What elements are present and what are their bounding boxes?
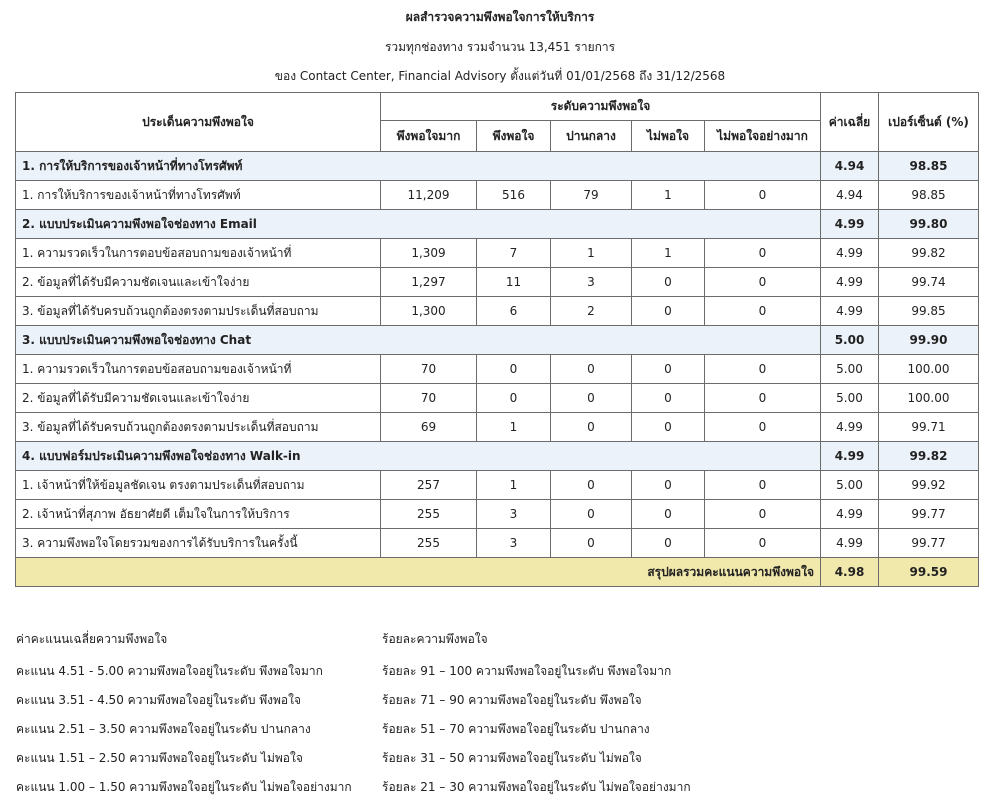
count-neutral: 0	[551, 529, 632, 558]
count-satisfied: 516	[477, 181, 551, 210]
count-dissatisfied: 0	[632, 384, 705, 413]
percent-legend-title: ร้อยละความพึงพอใจ	[382, 632, 488, 646]
count-neutral: 3	[551, 268, 632, 297]
count-very-dissatisfied: 0	[705, 239, 821, 268]
item-percent: 99.74	[879, 268, 979, 297]
count-very-satisfied: 70	[381, 384, 477, 413]
item-label: 2. ข้อมูลที่ได้รับมีความชัดเจนและเข้าใจง่าย	[16, 384, 381, 413]
score-legend-row: คะแนน 1.51 – 2.50 ความพึงพอใจอยู่ในระดับ ไม่พอใจ	[16, 751, 303, 765]
section-average: 4.99	[821, 210, 879, 239]
count-neutral: 0	[551, 355, 632, 384]
count-neutral: 0	[551, 384, 632, 413]
item-average: 4.99	[821, 413, 879, 442]
count-satisfied: 3	[477, 529, 551, 558]
col-header-satisfied: พึงพอใจ	[477, 121, 551, 152]
item-percent: 99.92	[879, 471, 979, 500]
item-label: 1. การให้บริการของเจ้าหน้าที่ทางโทรศัพท์	[16, 181, 381, 210]
count-neutral: 0	[551, 500, 632, 529]
col-header-average: ค่าเฉลี่ย	[821, 93, 879, 152]
count-dissatisfied: 0	[632, 471, 705, 500]
count-very-dissatisfied: 0	[705, 384, 821, 413]
count-neutral: 79	[551, 181, 632, 210]
section-average: 4.94	[821, 152, 879, 181]
col-header-very-satisfied: พึงพอใจมาก	[381, 121, 477, 152]
col-header-issue: ประเด็นความพึงพอใจ	[16, 93, 381, 152]
summary-percent: 99.59	[879, 558, 979, 587]
score-legend-title: ค่าคะแนนเฉลี่ยความพึงพอใจ	[16, 632, 168, 646]
item-average: 4.99	[821, 529, 879, 558]
item-percent: 100.00	[879, 355, 979, 384]
count-dissatisfied: 0	[632, 355, 705, 384]
count-satisfied: 0	[477, 384, 551, 413]
item-percent: 98.85	[879, 181, 979, 210]
section-row	[16, 326, 979, 355]
score-legend-row: คะแนน 1.00 – 1.50 ความพึงพอใจอยู่ในระดับ ไม่พอใจอย่างมาก	[16, 780, 352, 794]
score-legend-row: คะแนน 3.51 - 4.50 ความพึงพอใจอยู่ในระดับ พึงพอใจ	[16, 693, 302, 707]
col-header-level: ระดับความพึงพอใจ	[381, 93, 821, 121]
count-very-dissatisfied: 0	[705, 529, 821, 558]
count-very-dissatisfied: 0	[705, 355, 821, 384]
item-average: 4.99	[821, 268, 879, 297]
item-row	[16, 384, 979, 413]
col-header-neutral: ปานกลาง	[551, 121, 632, 152]
item-percent: 99.71	[879, 413, 979, 442]
section-row	[16, 210, 979, 239]
count-very-satisfied: 255	[381, 529, 477, 558]
count-satisfied: 6	[477, 297, 551, 326]
item-percent: 99.77	[879, 529, 979, 558]
col-header-percent: เปอร์เซ็นต์ (%)	[879, 93, 979, 152]
item-label: 3. ข้อมูลที่ได้รับครบถ้วนถูกต้องตรงตามประเด็นที่สอบถาม	[16, 297, 381, 326]
item-label: 3. ข้อมูลที่ได้รับครบถ้วนถูกต้องตรงตามประเด็นที่สอบถาม	[16, 413, 381, 442]
section-title: 1. การให้บริการของเจ้าหน้าที่ทางโทรศัพท์	[16, 152, 821, 181]
item-label: 2. เจ้าหน้าที่สุภาพ อัธยาศัยดี เต็มใจในการให้บริการ	[16, 500, 381, 529]
item-label: 3. ความพึงพอใจโดยรวมของการได้รับบริการในครั้งนี้	[16, 529, 381, 558]
count-dissatisfied: 0	[632, 268, 705, 297]
item-percent: 99.85	[879, 297, 979, 326]
count-very-dissatisfied: 0	[705, 413, 821, 442]
item-row	[16, 500, 979, 529]
item-percent: 99.77	[879, 500, 979, 529]
item-row	[16, 297, 979, 326]
section-row	[16, 152, 979, 181]
count-satisfied: 1	[477, 413, 551, 442]
score-legend-row: คะแนน 2.51 – 3.50 ความพึงพอใจอยู่ในระดับ ปานกลาง	[16, 722, 311, 736]
table-body	[16, 152, 979, 587]
section-row	[16, 442, 979, 471]
section-percent: 99.80	[879, 210, 979, 239]
item-average: 4.99	[821, 500, 879, 529]
count-very-dissatisfied: 0	[705, 500, 821, 529]
header-row-main	[16, 93, 979, 121]
item-row	[16, 529, 979, 558]
count-very-satisfied: 255	[381, 500, 477, 529]
count-very-dissatisfied: 0	[705, 297, 821, 326]
count-very-satisfied: 1,300	[381, 297, 477, 326]
count-neutral: 2	[551, 297, 632, 326]
count-satisfied: 3	[477, 500, 551, 529]
count-dissatisfied: 0	[632, 500, 705, 529]
count-very-dissatisfied: 0	[705, 181, 821, 210]
report-subtitle: รวมทุกช่องทาง รวมจำนวน 13,451 รายการ	[384, 40, 616, 54]
item-row	[16, 413, 979, 442]
count-dissatisfied: 1	[632, 239, 705, 268]
item-average: 4.94	[821, 181, 879, 210]
count-very-satisfied: 69	[381, 413, 477, 442]
item-row	[16, 471, 979, 500]
section-title: 4. แบบฟอร์มประเมินความพึงพอใจช่องทาง Walk-in	[16, 442, 821, 471]
count-dissatisfied: 1	[632, 181, 705, 210]
count-satisfied: 11	[477, 268, 551, 297]
section-average: 4.99	[821, 442, 879, 471]
count-very-satisfied: 257	[381, 471, 477, 500]
item-label: 2. ข้อมูลที่ได้รับมีความชัดเจนและเข้าใจง่าย	[16, 268, 381, 297]
report-period: ของ Contact Center, Financial Advisory ตั้งแต่วันที่ 01/01/2568 ถึง 31/12/2568	[274, 69, 726, 83]
count-very-dissatisfied: 0	[705, 471, 821, 500]
count-very-satisfied: 1,309	[381, 239, 477, 268]
col-header-dissatisfied: ไม่พอใจ	[632, 121, 705, 152]
item-percent: 100.00	[879, 384, 979, 413]
count-neutral: 0	[551, 413, 632, 442]
count-neutral: 1	[551, 239, 632, 268]
percent-legend-row: ร้อยละ 31 – 50 ความพึงพอใจอยู่ในระดับ ไม่พอใจ	[382, 751, 642, 765]
item-label: 1. ความรวดเร็วในการตอบข้อสอบถามของเจ้าหน้าที่	[16, 239, 381, 268]
count-dissatisfied: 0	[632, 413, 705, 442]
item-average: 5.00	[821, 355, 879, 384]
percent-legend-row: ร้อยละ 71 – 90 ความพึงพอใจอยู่ในระดับ พึงพอใจ	[382, 693, 642, 707]
item-average: 4.99	[821, 239, 879, 268]
count-satisfied: 1	[477, 471, 551, 500]
count-satisfied: 7	[477, 239, 551, 268]
item-average: 5.00	[821, 471, 879, 500]
count-very-dissatisfied: 0	[705, 268, 821, 297]
score-legend	[16, 630, 352, 807]
section-percent: 99.90	[879, 326, 979, 355]
item-row	[16, 239, 979, 268]
count-very-satisfied: 1,297	[381, 268, 477, 297]
count-very-satisfied: 11,209	[381, 181, 477, 210]
item-label: 1. เจ้าหน้าที่ให้ข้อมูลชัดเจน ตรงตามประเด็นที่สอบถาม	[16, 471, 381, 500]
item-label: 1. ความรวดเร็วในการตอบข้อสอบถามของเจ้าหน้าที่	[16, 355, 381, 384]
percent-legend-row: ร้อยละ 51 – 70 ความพึงพอใจอยู่ในระดับ ปานกลาง	[382, 722, 650, 736]
item-row	[16, 268, 979, 297]
section-percent: 99.82	[879, 442, 979, 471]
count-dissatisfied: 0	[632, 529, 705, 558]
col-header-very-dissatisfied: ไม่พอใจอย่างมาก	[705, 121, 821, 152]
item-average: 4.99	[821, 297, 879, 326]
section-average: 5.00	[821, 326, 879, 355]
summary-row	[16, 558, 979, 587]
score-legend-row: คะแนน 4.51 - 5.00 ความพึงพอใจอยู่ในระดับ พึงพอใจมาก	[16, 664, 323, 678]
percent-legend	[382, 630, 691, 807]
summary-average: 4.98	[821, 558, 879, 587]
count-satisfied: 0	[477, 355, 551, 384]
count-very-satisfied: 70	[381, 355, 477, 384]
item-row	[16, 181, 979, 210]
count-dissatisfied: 0	[632, 297, 705, 326]
item-average: 5.00	[821, 384, 879, 413]
percent-legend-row: ร้อยละ 21 – 30 ความพึงพอใจอยู่ในระดับ ไม่พอใจอย่างมาก	[382, 780, 691, 794]
satisfaction-table	[15, 92, 979, 587]
section-title: 2. แบบประเมินความพึงพอใจช่องทาง Email	[16, 210, 821, 239]
item-row	[16, 355, 979, 384]
percent-legend-row: ร้อยละ 91 – 100 ความพึงพอใจอยู่ในระดับ พึงพอใจมาก	[382, 664, 672, 678]
summary-label: สรุปผลรวมคะแนนความพึงพอใจ	[16, 558, 821, 587]
section-title: 3. แบบประเมินความพึงพอใจช่องทาง Chat	[16, 326, 821, 355]
item-percent: 99.82	[879, 239, 979, 268]
section-percent: 98.85	[879, 152, 979, 181]
count-neutral: 0	[551, 471, 632, 500]
report-title: ผลสำรวจความพึงพอใจการให้บริการ	[405, 10, 595, 24]
